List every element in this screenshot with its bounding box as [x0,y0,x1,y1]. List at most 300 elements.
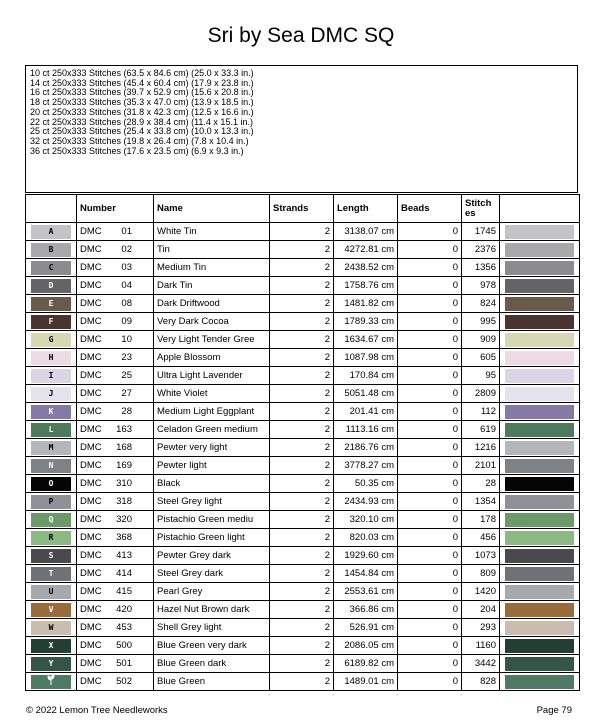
table-row [26,331,580,349]
color-header [500,195,580,223]
strands-cell: 2 [270,673,334,691]
stitches-cell: 1216 [462,439,500,457]
brand-text: DMC [80,586,102,597]
table-row [26,457,580,475]
name-cell: Pearl Grey [154,583,270,601]
table-row [26,673,580,691]
number-cell [77,313,154,331]
beads-cell: 0 [398,583,462,601]
table-row [26,421,580,439]
brand-text: DMC [80,388,102,399]
beads-cell: 0 [398,439,462,457]
color-swatch [505,333,574,347]
length-cell: 1758.76 cm [334,277,398,295]
stitches-header: Stitches [462,195,500,223]
symbol-chip: Q [31,513,71,527]
symbol-cell [26,349,77,367]
fabric-size-line: 20 ct 250x333 Stitches (31.8 x 42.3 cm) (12.5 x 16.6 in.) [30,106,254,117]
beads-cell: 0 [398,673,462,691]
beads-cell: 0 [398,547,462,565]
code-text: 501 [116,658,132,669]
name-cell: Ultra Light Lavender [154,367,270,385]
symbol-chip: B [31,243,71,257]
symbol-cell [26,529,77,547]
color-swatch [505,315,574,329]
brand-text: DMC [80,676,102,687]
name-cell: Tin [154,241,270,259]
name-cell: Apple Blossom [154,349,270,367]
color-swatch [505,603,574,617]
color-cell [500,493,580,511]
strands-cell: 2 [270,619,334,637]
number-cell [77,421,154,439]
color-swatch [505,459,574,473]
table-row [26,259,580,277]
brand-text: DMC [80,406,102,417]
thread-key-table [25,194,580,691]
strands-cell: 2 [270,421,334,439]
stitches-cell: 28 [462,475,500,493]
color-cell [500,529,580,547]
symbol-cell [26,511,77,529]
symbol-chip: G [31,333,71,347]
brand-text: DMC [80,226,102,237]
brand-text: DMC [80,640,102,651]
color-cell [500,421,580,439]
beads-cell: 0 [398,241,462,259]
brand-text: DMC [80,442,102,453]
color-cell [500,367,580,385]
code-text: 502 [116,676,132,687]
name-cell: Pistachio Green mediu [154,511,270,529]
color-swatch [505,495,574,509]
symbol-cell [26,223,77,241]
table-row [26,475,580,493]
color-cell [500,547,580,565]
code-text: 23 [121,352,132,363]
stitches-cell: 909 [462,331,500,349]
number-cell [77,241,154,259]
beads-cell: 0 [398,331,462,349]
stitches-cell: 2376 [462,241,500,259]
code-text: 168 [116,442,132,453]
symbol-cell [26,331,77,349]
code-text: 318 [116,496,132,507]
beads-cell: 0 [398,511,462,529]
table-row [26,493,580,511]
symbol-chip: T [31,567,71,581]
number-cell [77,619,154,637]
symbol-cell [26,655,77,673]
number-cell [77,547,154,565]
name-cell: Steel Grey dark [154,565,270,583]
symbol-chip: O [31,477,71,491]
color-cell [500,673,580,691]
symbol-chip: E [31,297,71,311]
symbol-chip: M [31,441,71,455]
color-swatch [505,279,574,293]
symbol-cell [26,367,77,385]
strands-cell: 2 [270,511,334,529]
number-cell [77,457,154,475]
number-cell [77,601,154,619]
code-text: 03 [121,262,132,273]
color-cell [500,349,580,367]
symbol-chip: D [31,279,71,293]
page-number: Page 79 [536,705,572,716]
stitches-cell: 1354 [462,493,500,511]
strands-cell: 2 [270,457,334,475]
color-cell [500,277,580,295]
beads-cell: 0 [398,601,462,619]
color-swatch [505,369,574,383]
code-text: 01 [121,226,132,237]
length-cell: 2553.61 cm [334,583,398,601]
strands-cell: 2 [270,655,334,673]
color-cell [500,403,580,421]
strands-cell: 2 [270,493,334,511]
symbol-header [26,195,77,223]
code-text: 27 [121,388,132,399]
color-cell [500,223,580,241]
length-cell: 6189.82 cm [334,655,398,673]
code-text: 02 [121,244,132,255]
page-title: Sri by Sea DMC SQ [207,24,395,47]
brand-text: DMC [80,478,102,489]
brand-text: DMC [80,298,102,309]
table-row [26,529,580,547]
symbol-cell [26,637,77,655]
beads-cell: 0 [398,277,462,295]
code-text: 10 [121,334,132,345]
stitches-cell: 1356 [462,259,500,277]
fabric-size-line: 16 ct 250x333 Stitches (39.7 x 52.9 cm) (15.6 x 20.8 in.) [30,87,254,98]
name-cell: Very Dark Cocoa [154,313,270,331]
table-row [26,565,580,583]
beads-cell: 0 [398,259,462,277]
beads-cell: 0 [398,619,462,637]
beads-cell: 0 [398,295,462,313]
length-cell: 1087.98 cm [334,349,398,367]
symbol-chip: K [31,405,71,419]
number-cell [77,529,154,547]
code-text: 500 [116,640,132,651]
beads-cell: 0 [398,421,462,439]
symbol-cell [26,313,77,331]
brand-text: DMC [80,280,102,291]
color-cell [500,601,580,619]
name-cell: White Tin [154,223,270,241]
symbol-cell [26,547,77,565]
stitches-cell: 3442 [462,655,500,673]
code-text: 09 [121,316,132,327]
strands-cell: 2 [270,565,334,583]
code-text: 04 [121,280,132,291]
strands-cell: 2 [270,439,334,457]
table-row [26,385,580,403]
name-cell: Medium Tin [154,259,270,277]
name-cell: Pewter light [154,457,270,475]
color-swatch [505,567,574,581]
color-cell [500,583,580,601]
color-swatch [505,657,574,671]
table-row [26,403,580,421]
symbol-chip: W [31,621,71,635]
number-cell [77,349,154,367]
name-cell: Blue Green very dark [154,637,270,655]
code-text: 414 [116,568,132,579]
table-row [26,223,580,241]
length-cell: 820.03 cm [334,529,398,547]
length-cell: 366.86 cm [334,601,398,619]
color-cell [500,331,580,349]
symbol-cell [26,259,77,277]
stitches-cell: 809 [462,565,500,583]
brand-text: DMC [80,658,102,669]
code-text: 169 [116,460,132,471]
fabric-sizes-box [25,65,578,193]
name-cell: Celadon Green medium [154,421,270,439]
name-cell: Hazel Nut Brown dark [154,601,270,619]
table-row [26,583,580,601]
color-swatch [505,675,574,689]
length-cell: 201.41 cm [334,403,398,421]
color-swatch [505,513,574,527]
length-cell: 1634.67 cm [334,331,398,349]
length-cell: 526.91 cm [334,619,398,637]
name-cell: Pewter Grey dark [154,547,270,565]
table-row [26,367,580,385]
number-cell [77,295,154,313]
code-text: 453 [116,622,132,633]
length-header: Length [334,195,398,223]
brand-text: DMC [80,514,102,525]
stitches-cell: 95 [462,367,500,385]
symbol-cell [26,439,77,457]
brand-text: DMC [80,424,102,435]
stitches-cell: 1073 [462,547,500,565]
stitches-cell: 828 [462,673,500,691]
strands-cell: 2 [270,331,334,349]
strands-header: Strands [270,195,334,223]
color-swatch [505,225,574,239]
symbol-cell [26,277,77,295]
code-text: 08 [121,298,132,309]
stitches-cell: 995 [462,313,500,331]
name-cell: Steel Grey light [154,493,270,511]
fabric-size-line: 32 ct 250x333 Stitches (19.8 x 26.4 cm) (7.8 x 10.4 in.) [30,135,249,146]
fabric-size-line: 22 ct 250x333 Stitches (28.9 x 38.4 cm) (11.4 x 15.1 in.) [30,116,253,127]
length-cell: 3138.07 cm [334,223,398,241]
name-cell: Blue Green [154,673,270,691]
symbol-cell [26,475,77,493]
number-cell [77,511,154,529]
beads-cell: 0 [398,385,462,403]
stitches-cell: 293 [462,619,500,637]
beads-cell: 0 [398,349,462,367]
color-cell [500,637,580,655]
symbol-cell [26,241,77,259]
code-text: 413 [116,550,132,561]
strands-cell: 2 [270,601,334,619]
symbol-chip: Y [31,657,71,671]
symbol-chip: N [31,459,71,473]
color-cell [500,295,580,313]
code-text: 420 [116,604,132,615]
brand-text: DMC [80,316,102,327]
symbol-cell [26,403,77,421]
beads-cell: 0 [398,475,462,493]
length-cell: 50.35 cm [334,475,398,493]
length-cell: 1929.60 cm [334,547,398,565]
length-cell: 320.10 cm [334,511,398,529]
table-row [26,241,580,259]
number-cell [77,259,154,277]
strands-cell: 2 [270,259,334,277]
stitches-cell: 2101 [462,457,500,475]
table-row [26,619,580,637]
color-cell [500,313,580,331]
table-row [26,295,580,313]
number-cell [77,277,154,295]
symbol-cell [26,457,77,475]
beads-cell: 0 [398,403,462,421]
stitches-cell: 824 [462,295,500,313]
color-cell [500,439,580,457]
table-header-row [26,195,580,223]
color-cell [500,457,580,475]
stitches-cell: 1160 [462,637,500,655]
symbol-chip: C [31,261,71,275]
length-cell: 2086.05 cm [334,637,398,655]
name-cell: Very Light Tender Gree [154,331,270,349]
fabric-size-line: 18 ct 250x333 Stitches (35.3 x 47.0 cm) (13.9 x 18.5 in.) [30,97,254,108]
strands-cell: 2 [270,547,334,565]
color-swatch [505,639,574,653]
strands-cell: 2 [270,313,334,331]
color-cell [500,655,580,673]
brand-text: DMC [80,622,102,633]
number-cell [77,637,154,655]
name-cell: Pewter very light [154,439,270,457]
strands-cell: 2 [270,223,334,241]
symbol-chip: P [31,495,71,509]
symbol-chip: X [31,639,71,653]
strands-cell: 2 [270,403,334,421]
symbol-cell [26,565,77,583]
brand-text: DMC [80,334,102,345]
stitches-cell: 178 [462,511,500,529]
strands-cell: 2 [270,475,334,493]
copyright-text: © 2022 Lemon Tree Needleworks [26,705,168,716]
strands-cell: 2 [270,367,334,385]
symbol-cell [26,421,77,439]
stitches-cell: 1420 [462,583,500,601]
color-swatch [505,261,574,275]
symbol-chip: S [31,549,71,563]
brand-text: DMC [80,550,102,561]
brand-text: DMC [80,604,102,615]
length-cell: 170.84 cm [334,367,398,385]
color-cell [500,475,580,493]
code-text: 163 [116,424,132,435]
name-header: Name [154,195,270,223]
symbol-cell [26,295,77,313]
code-text: 25 [121,370,132,381]
color-cell [500,385,580,403]
symbol-cell [26,673,77,691]
symbol-cell [26,619,77,637]
code-text: 28 [121,406,132,417]
length-cell: 1454.84 cm [334,565,398,583]
code-text: 368 [116,532,132,543]
brand-text: DMC [80,460,102,471]
table-row [26,601,580,619]
strands-cell: 2 [270,241,334,259]
symbol-chip: U [31,585,71,599]
symbol-chip: V [31,603,71,617]
table-row [26,511,580,529]
stitches-cell: 2809 [462,385,500,403]
length-cell: 1489.01 cm [334,673,398,691]
beads-cell: 0 [398,313,462,331]
code-text: 320 [116,514,132,525]
table-row [26,439,580,457]
brand-text: DMC [80,262,102,273]
color-swatch [505,423,574,437]
strands-cell: 2 [270,277,334,295]
symbol-chip: J [31,387,71,401]
number-cell [77,223,154,241]
brand-text: DMC [80,352,102,363]
beads-cell: 0 [398,529,462,547]
code-text: 310 [116,478,132,489]
color-swatch [505,243,574,257]
brand-text: DMC [80,496,102,507]
beads-cell: 0 [398,457,462,475]
brand-text: DMC [80,370,102,381]
symbol-cell [26,493,77,511]
number-cell [77,385,154,403]
table-row [26,547,580,565]
stitches-cell: 204 [462,601,500,619]
number-cell [77,403,154,421]
color-swatch [505,531,574,545]
beads-cell: 0 [398,367,462,385]
color-swatch [505,405,574,419]
strands-cell: 2 [270,583,334,601]
symbol-cell [26,601,77,619]
color-cell [500,259,580,277]
symbol-chip: H [31,351,71,365]
table-row [26,313,580,331]
fabric-size-line: 14 ct 250x333 Stitches (45.4 x 60.4 cm) (17.9 x 23.8 in.) [30,77,254,88]
number-cell [77,583,154,601]
strands-cell: 2 [270,637,334,655]
number-cell [77,493,154,511]
color-swatch [505,387,574,401]
length-cell: 2434.93 cm [334,493,398,511]
color-cell [500,241,580,259]
table-row [26,349,580,367]
symbol-cell [26,583,77,601]
length-cell: 2438.52 cm [334,259,398,277]
length-cell: 3778.27 cm [334,457,398,475]
color-swatch [505,549,574,563]
number-cell [77,475,154,493]
length-cell: 5051.48 cm [334,385,398,403]
number-cell [77,655,154,673]
